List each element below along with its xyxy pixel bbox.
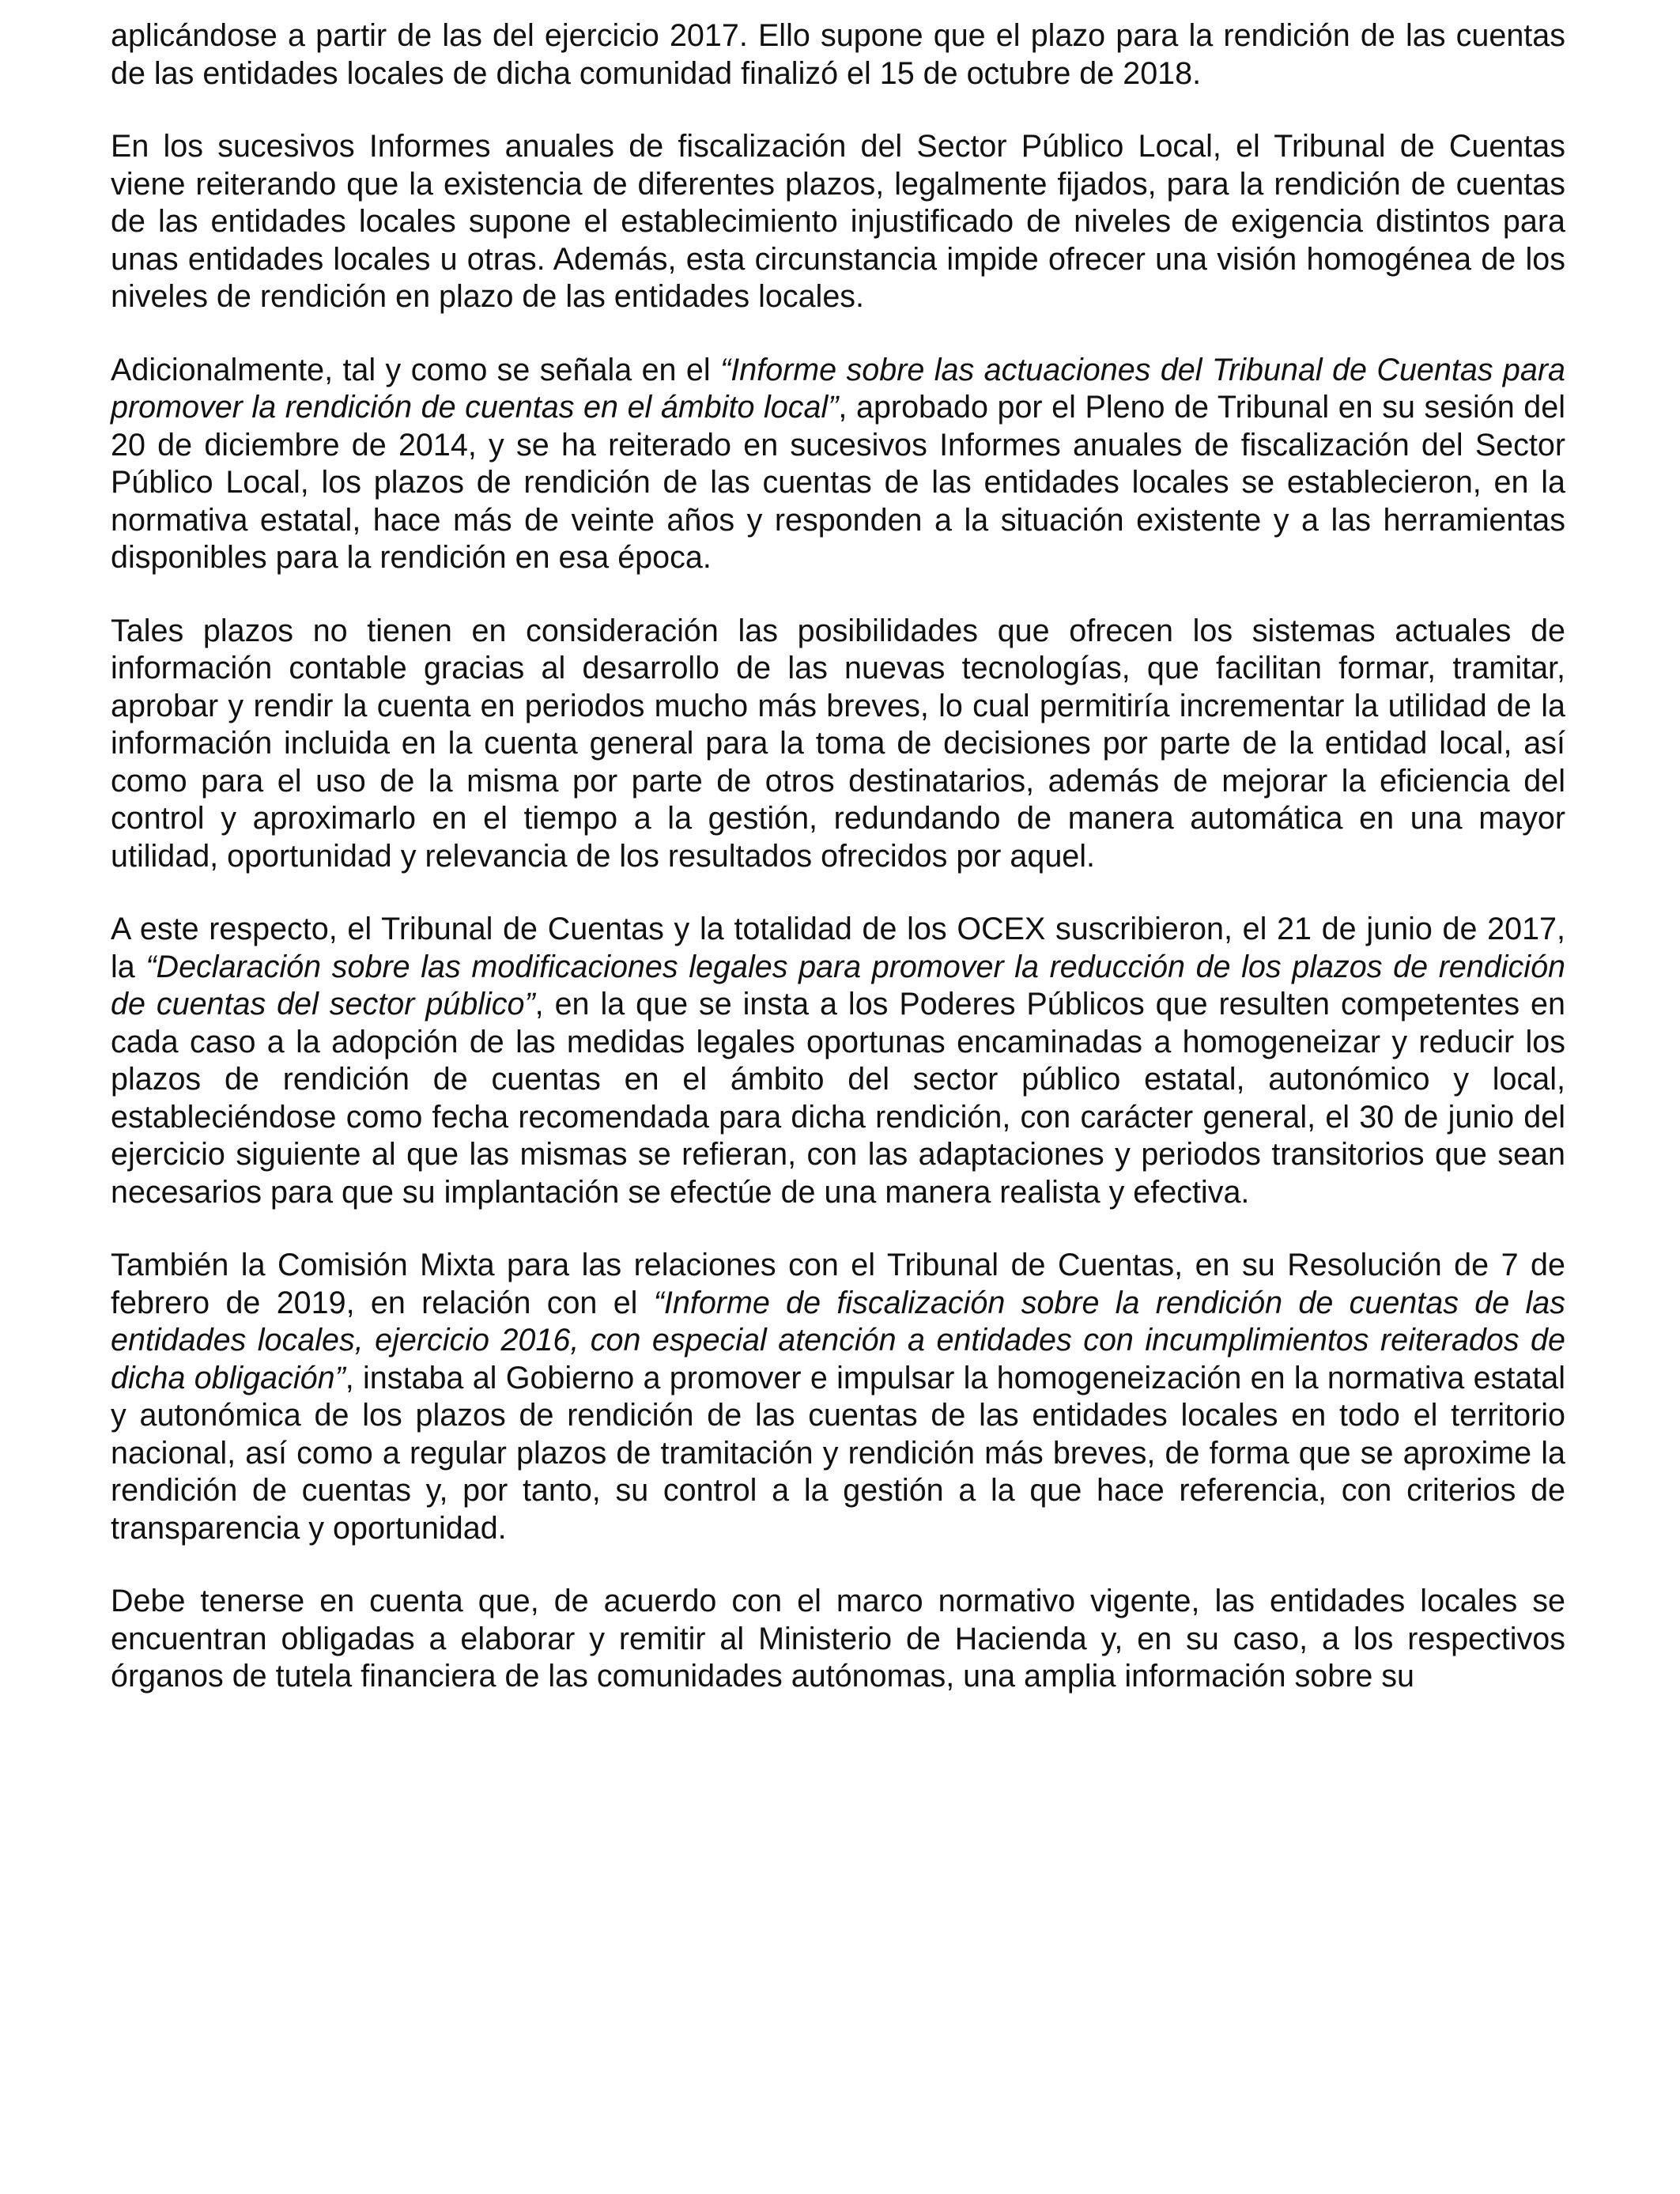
paragraph-4 — [111, 613, 1565, 876]
paragraph-6-text-b: , instaba al Gobierno a promover e impulsar la homogeneización en la normativa estatal y autonómica de los plazos de rendición de las cuentas de las entidades locales en todo el territorio nacional, así como a regular plazos de tramitación y rendición más breves, de forma que se aproxime la rendición de cuentas y, por tanto, su control a la gestión a la que hace referencia, con criterios de transparencia y oportunidad. — [111, 1360, 1565, 1546]
paragraph-2 — [111, 128, 1565, 316]
paragraph-5-text-b: , en la que se insta a los Poderes Públicos que resulten competentes en cada caso a la adopción de las medidas legales oportunas encaminadas a homogeneizar y reducir los plazos de rendición de cuentas en el ámbito del sector público estatal, autonómico y local, estableciéndose como fecha recomendada para dicha rendición, con carácter general, el 30 de junio del ejercicio siguiente al que las mismas se refieran, con las adaptaciones y periodos transitorios que sean necesarios para que su implantación se efectúe de una manera realista y efectiva. — [111, 987, 1565, 1210]
paragraph-3-quoted-title: “Informe sobre las actuaciones del Tribunal de Cuentas para promover la rendición de cuentas en el ámbito local” — [111, 352, 1565, 425]
paragraph-3 — [111, 352, 1565, 577]
paragraph-3-text-a: Adicionalmente, tal y como se señala en el — [111, 352, 721, 387]
paragraph-1-text: aplicándose a partir de las del ejercicio 2017. Ello supone que el plazo para la rendición de las cuentas de las entidades locales de dicha comunidad finalizó el 15 de octubre de 2018. — [111, 18, 1565, 91]
paragraph-7 — [111, 1583, 1565, 1696]
paragraph-5-text-a: A este respecto, el Tribunal de Cuentas y la totalidad de los OCEX suscribieron, el 21 de junio de 2017, la — [111, 912, 1565, 984]
paragraph-1 — [111, 17, 1565, 93]
paragraph-4-text: Tales plazos no tienen en consideración las posibilidades que ofrecen los sistemas actuales de información contable gracias al desarrollo de las nuevas tecnologías, que facilitan formar, tramitar, aprobar y rendir la cuenta en periodos mucho más breves, lo cual permitiría incrementar la utilidad de la información incluida en la cuenta general para la toma de decisiones por parte de la entidad local, así como para el uso de la misma por parte de otros destinatarios, además de mejorar la eficiencia del control y aproximarlo en el tiempo a la gestión, redundando de manera automática en una mayor utilidad, oportunidad y relevancia de los resultados ofrecidos por aquel. — [111, 613, 1565, 874]
paragraph-6-quoted-title: “Informe de fiscalización sobre la rendición de cuentas de las entidades locales, ejercicio 2016, con especial atención a entidades con incumplimientos reiterados de dicha obligación” — [111, 1285, 1566, 1395]
paragraph-3-text-b: , aprobado por el Pleno de Tribunal en su sesión del 20 de diciembre de 2014, y se ha reiterado en sucesivos Informes anuales de fiscalización del Sector Público Local, los plazos de rendición de las cuentas de las entidades locales se establecieron, en la normativa estatal, hace más de veinte años y responden a la situación existente y a las herramientas disponibles para la rendición en esa época. — [111, 390, 1565, 575]
paragraph-5-quoted-title: “Declaración sobre las modificaciones legales para promover la reducción de los plazos de rendición de cuentas del sector público” — [111, 949, 1565, 1021]
document-page — [111, 17, 1565, 1696]
paragraph-5 — [111, 911, 1565, 1211]
paragraph-6 — [111, 1247, 1565, 1547]
paragraph-2-text: En los sucesivos Informes anuales de fiscalización del Sector Público Local, el Tribunal de Cuentas viene reiterando que la existencia de diferentes plazos, legalmente fijados, para la rendición de cuentas de las entidades locales supone el establecimiento injustificado de niveles de exigencia distintos para unas entidades locales u otras. Además, esta circunstancia impide ofrecer una visión homogénea de los niveles de rendición en plazo de las entidades locales. — [111, 129, 1565, 314]
paragraph-7-text: Debe tenerse en cuenta que, de acuerdo con el marco normativo vigente, las entidades locales se encuentran obligadas a elaborar y remitir al Ministerio de Hacienda y, en su caso, a los respectivos órganos de tutela financiera de las comunidades autónomas, una amplia información sobre su — [111, 1584, 1565, 1694]
paragraph-6-text-a: También la Comisión Mixta para las relaciones con el Tribunal de Cuentas, en su Resolución de 7 de febrero de 2019, en relación con el — [111, 1248, 1565, 1320]
